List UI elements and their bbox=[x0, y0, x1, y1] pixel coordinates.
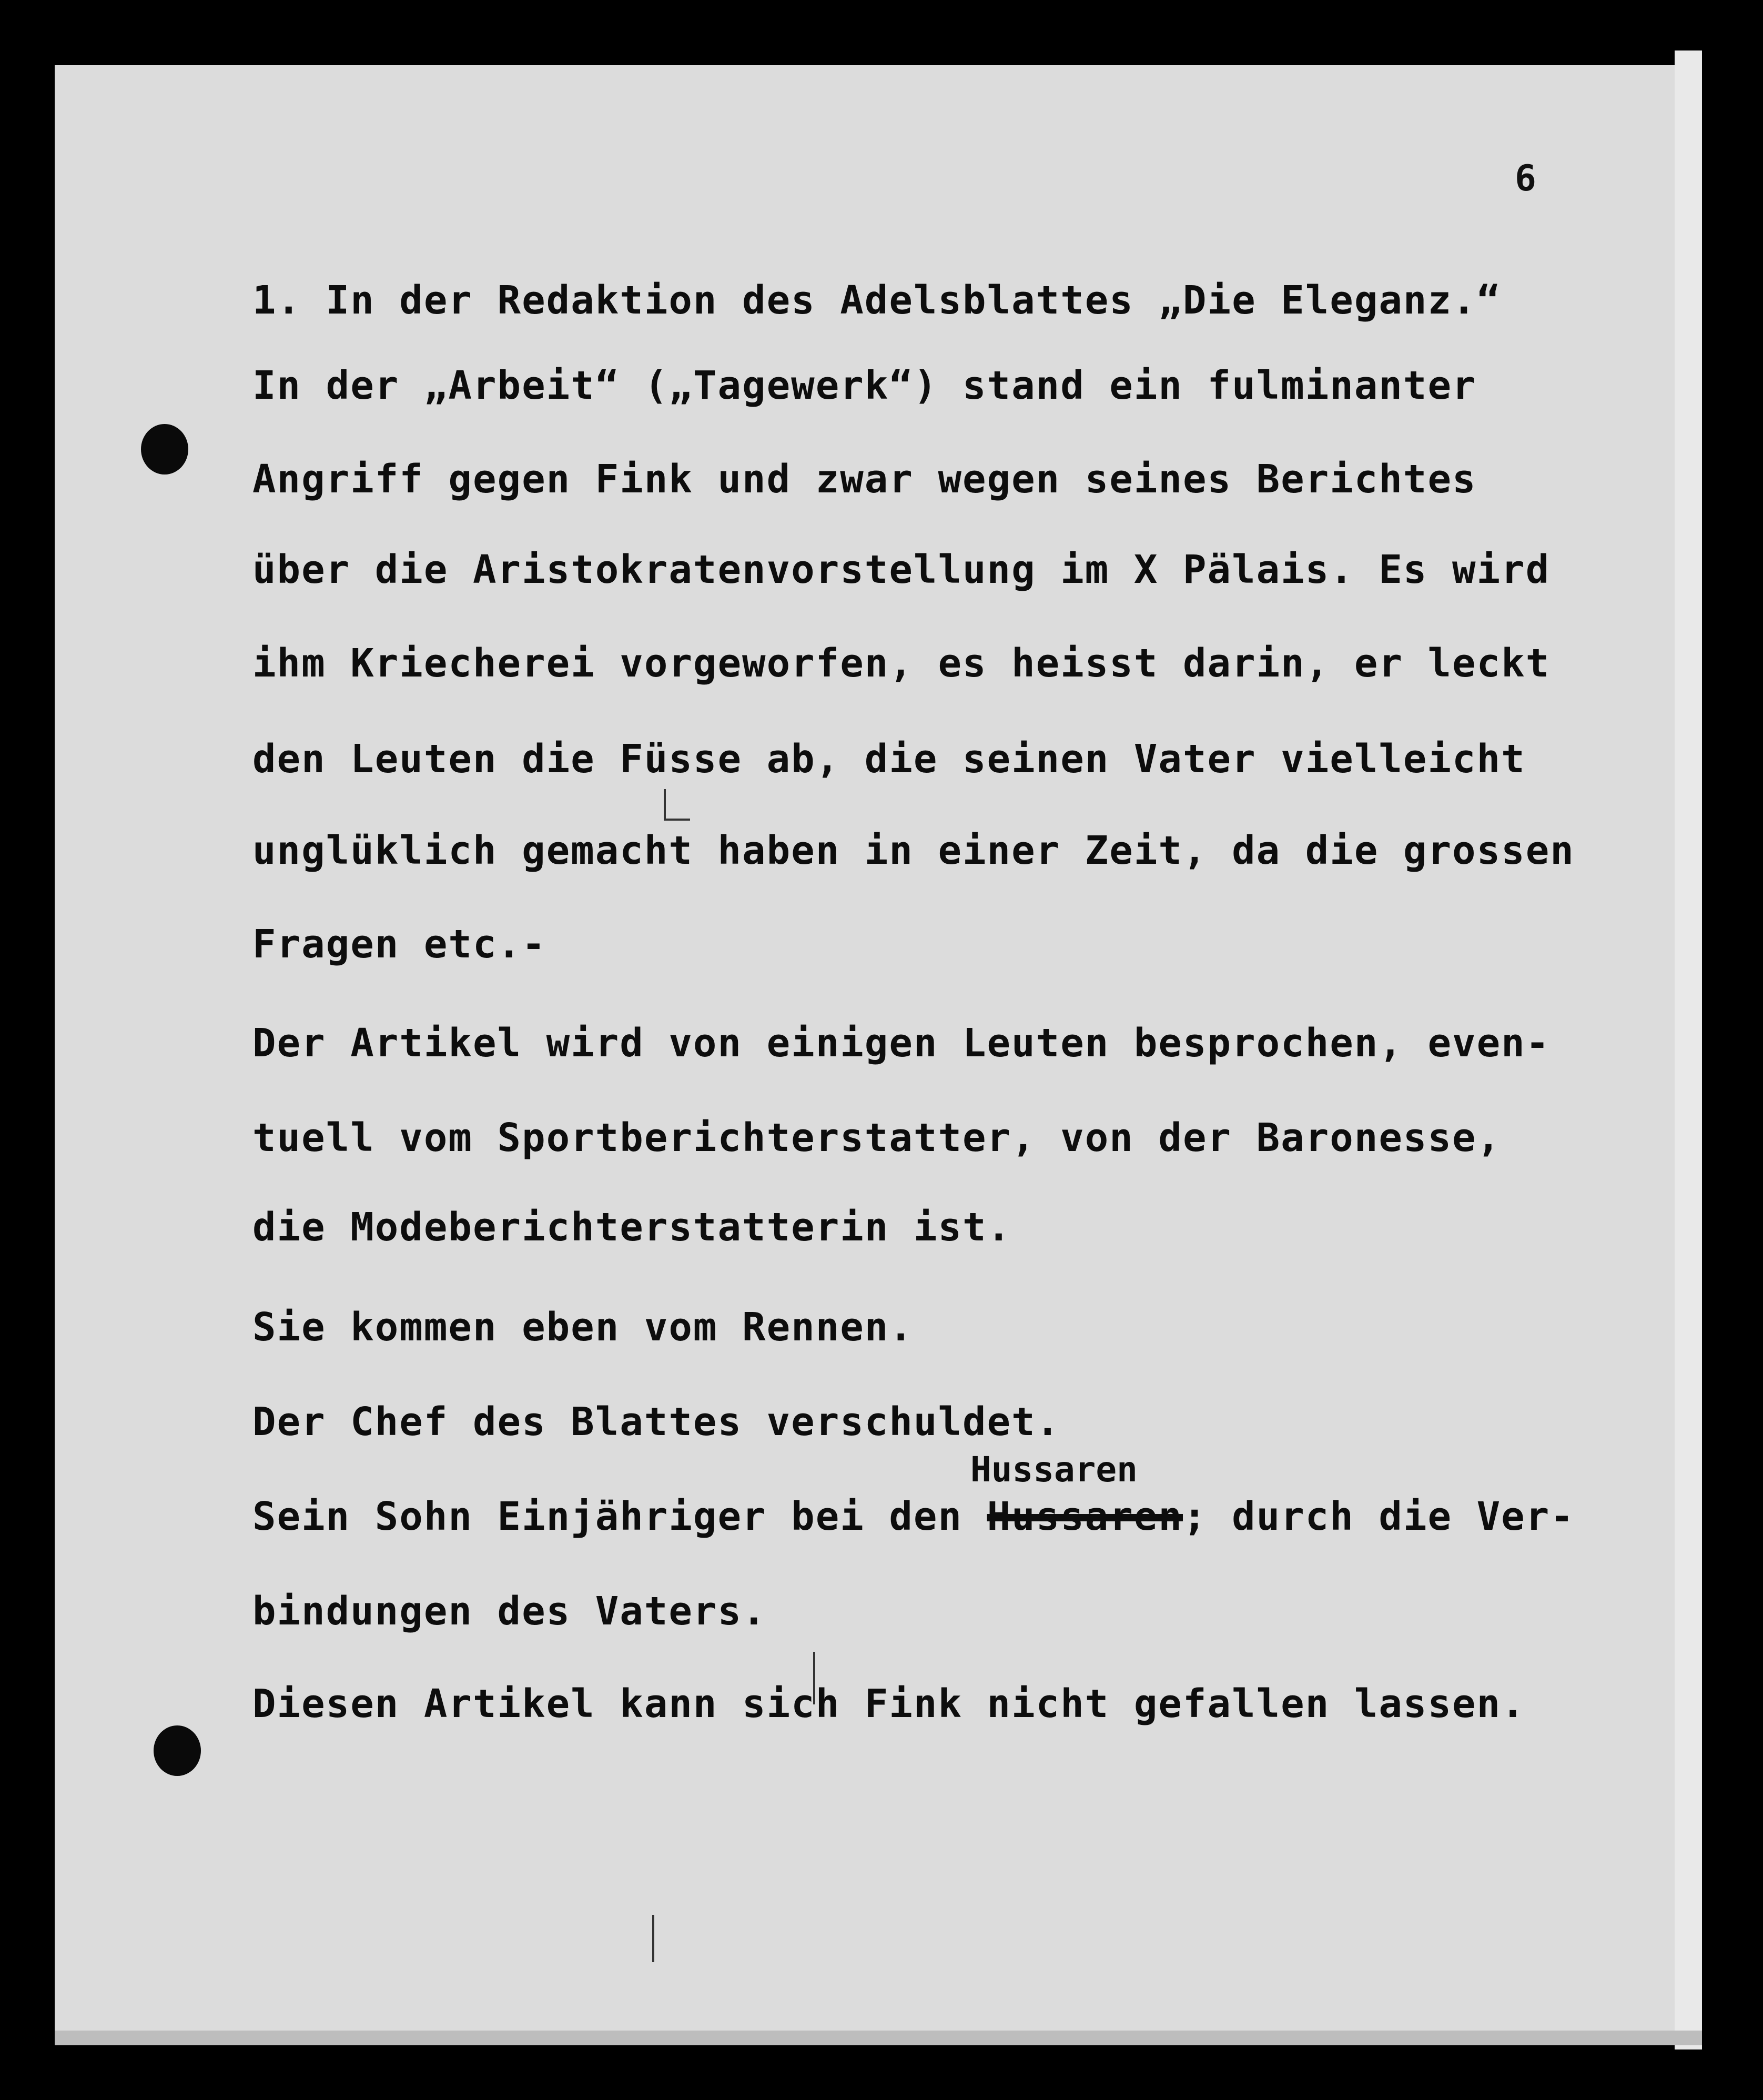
sheet-shadow bbox=[55, 2031, 1702, 2045]
text-line: Der Artikel wird von einigen Leuten besprochen, even- bbox=[252, 1021, 1551, 1066]
struck-out-word: Hussaren bbox=[987, 1494, 1183, 1539]
sheet-edge bbox=[1675, 51, 1702, 2049]
page-number: 6 bbox=[1515, 158, 1536, 199]
line-text-after: ; durch die Ver- bbox=[1182, 1494, 1575, 1539]
text-line: den Leuten die Füsse ab, die seinen Vater vielleicht bbox=[252, 736, 1526, 782]
inserted-word: Hussaren bbox=[970, 1449, 1138, 1490]
line-text-before: Sein Sohn Einjähriger bei den bbox=[252, 1494, 987, 1539]
text-line-with-strikeout bbox=[252, 1494, 1575, 1539]
punch-hole-bottom bbox=[154, 1725, 201, 1776]
punch-hole-top bbox=[141, 424, 188, 474]
text-line: die Modeberichterstatterin ist. bbox=[252, 1205, 1012, 1250]
text-line: über die Aristokratenvorstellung im X Pälais. Es wird bbox=[252, 547, 1551, 592]
text-line: 1. In der Redaktion des Adelsblattes „Die Eleganz.“ bbox=[252, 278, 1502, 323]
text-line: tuell vom Sportberichterstatter, von der Baronesse, bbox=[252, 1115, 1502, 1160]
text-line: ihm Kriecherei vorgeworfen, es heisst darin, er leckt bbox=[252, 641, 1551, 686]
pencil-mark bbox=[664, 819, 690, 821]
text-line: Diesen Artikel kann sich Fink nicht gefallen lassen. bbox=[252, 1681, 1526, 1727]
text-line: Angriff gegen Fink und zwar wegen seines Berichtes bbox=[252, 457, 1477, 502]
text-line: Der Chef des Blattes verschuldet. bbox=[252, 1399, 1061, 1445]
pencil-mark bbox=[652, 1915, 654, 1962]
pencil-mark bbox=[664, 789, 666, 821]
text-line: Fragen etc.- bbox=[252, 922, 546, 967]
text-line: bindungen des Vaters. bbox=[252, 1589, 767, 1634]
text-line: Sie kommen eben vom Rennen. bbox=[252, 1305, 914, 1350]
text-line: unglüklich gemacht haben in einer Zeit, da die grossen bbox=[252, 828, 1575, 873]
text-line: In der „Arbeit“ („Tagewerk“) stand ein fulminanter bbox=[252, 363, 1477, 408]
